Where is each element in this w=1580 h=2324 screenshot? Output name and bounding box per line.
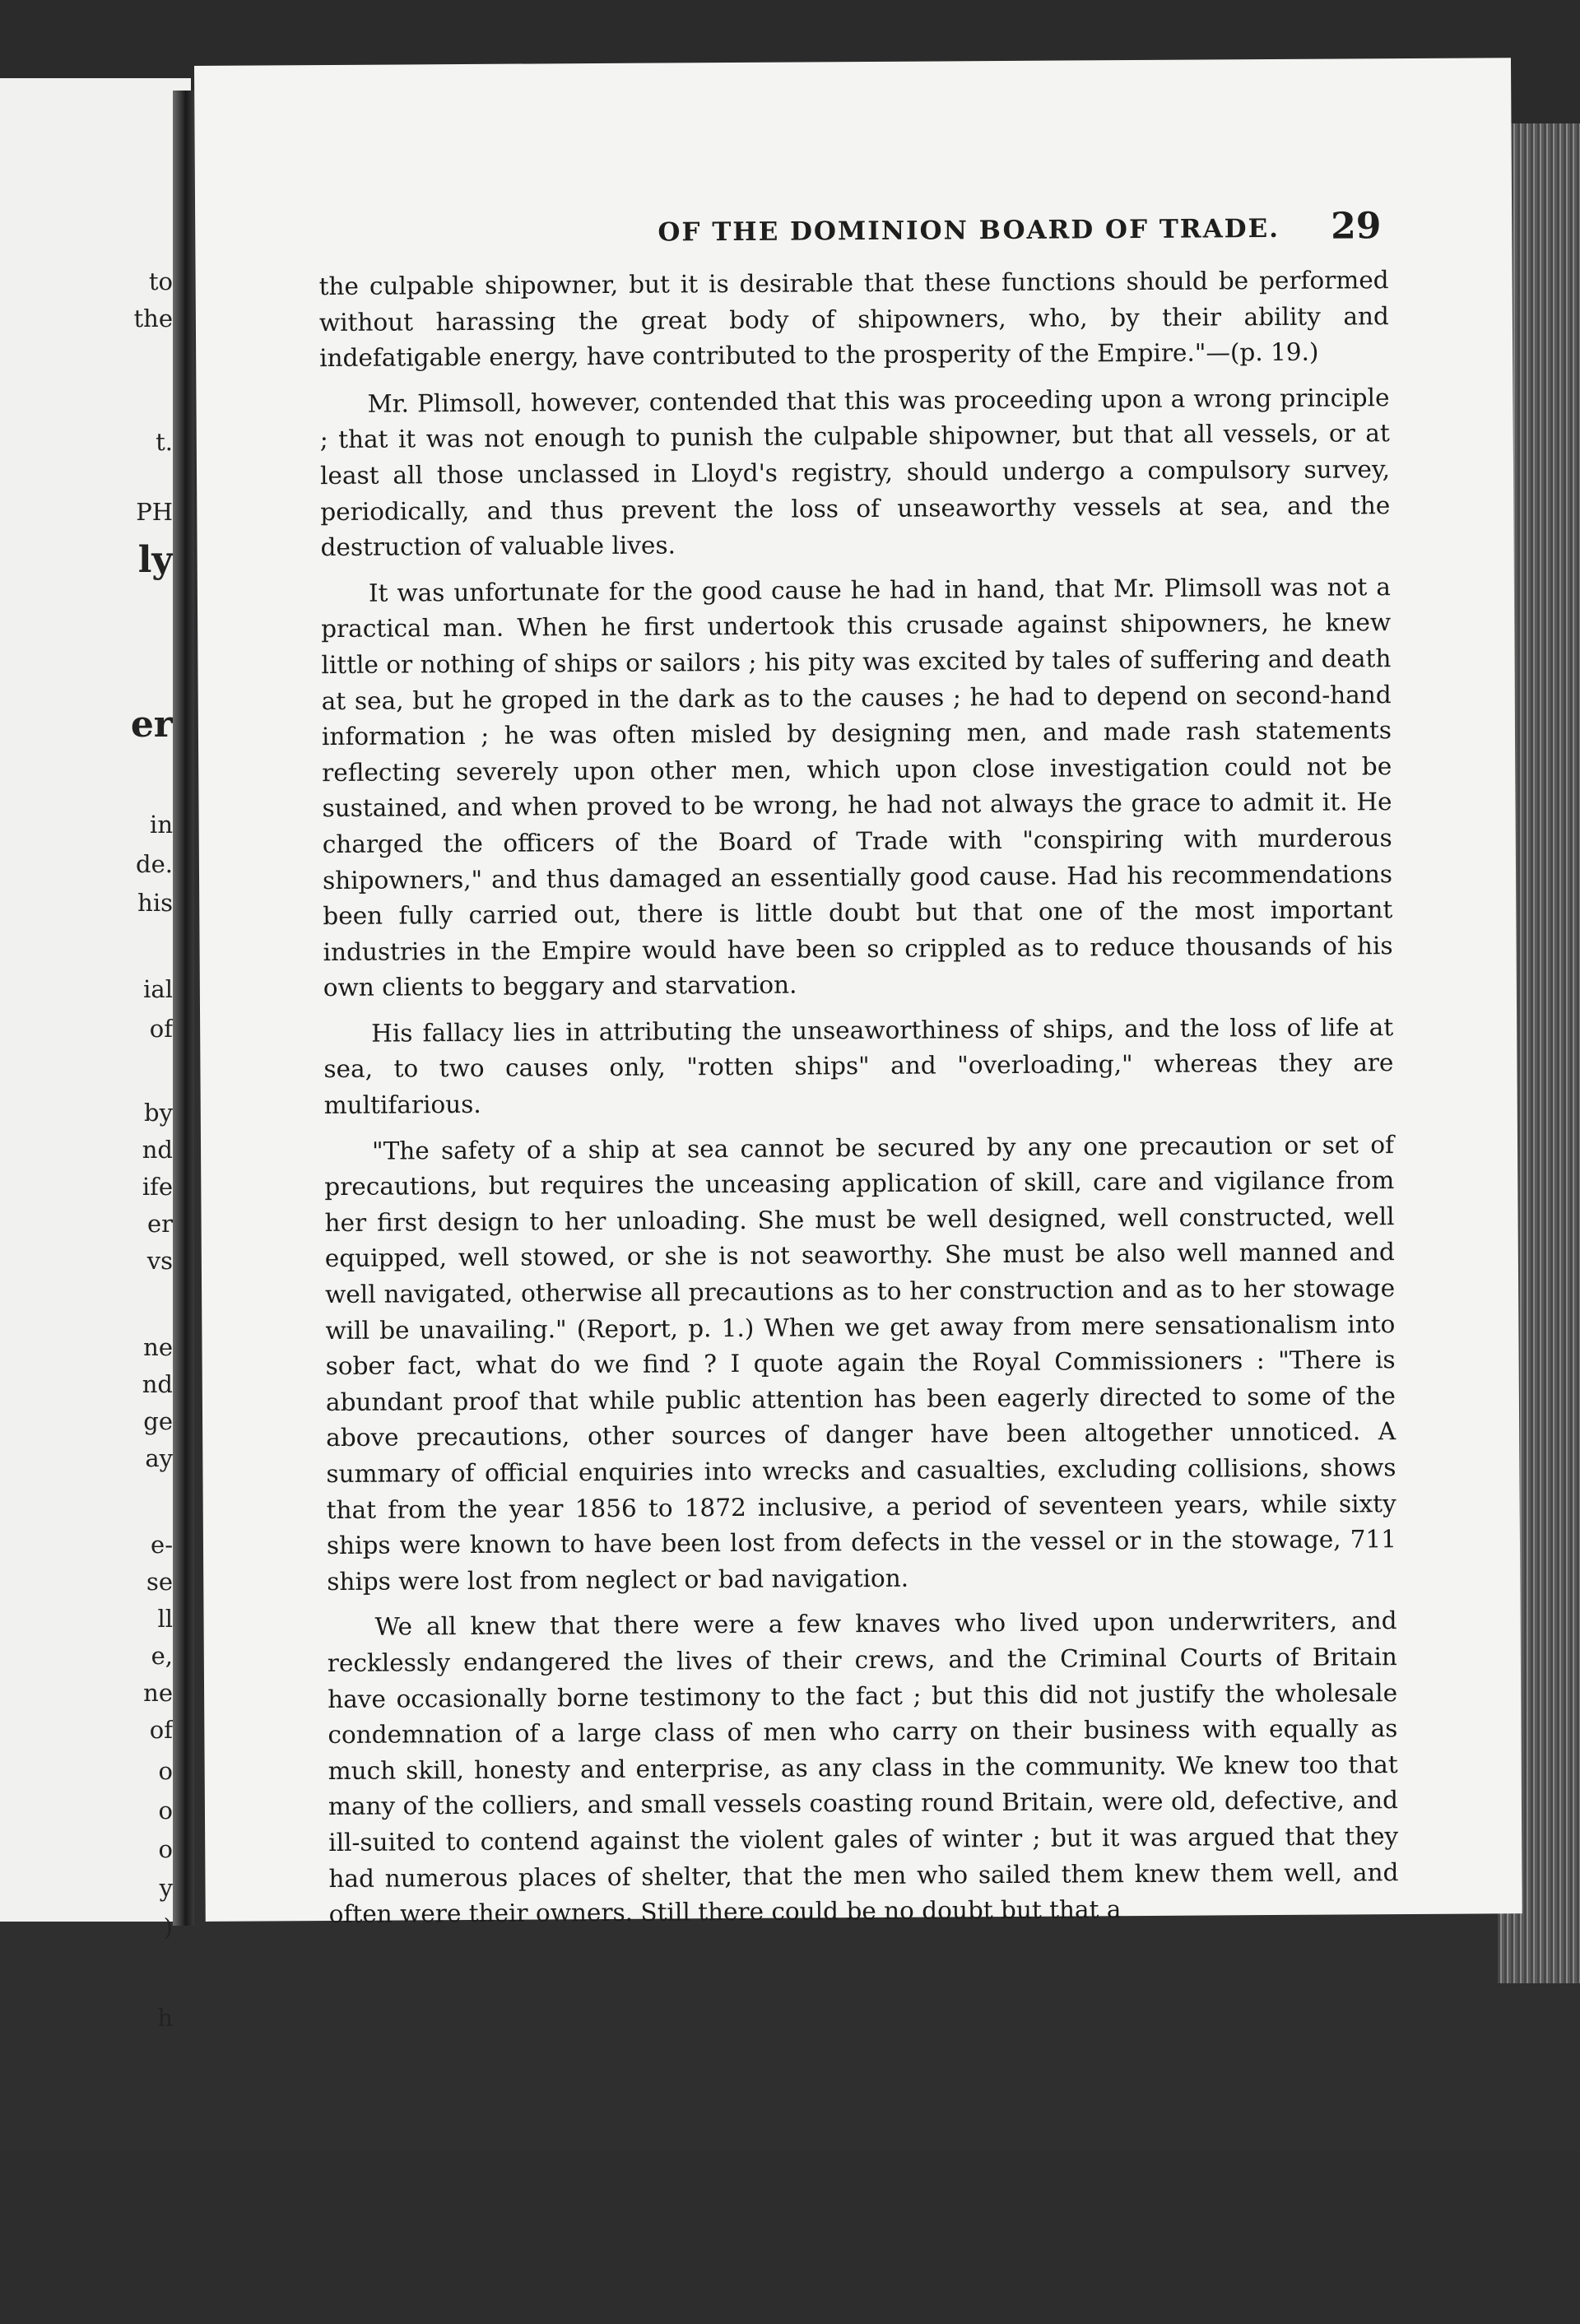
left-fragment: o — [158, 1796, 173, 1824]
left-fragment: de. — [136, 850, 173, 878]
left-fragment: of — [149, 1716, 173, 1744]
left-fragment: ne — [143, 1333, 173, 1361]
left-fragment: of — [149, 1015, 173, 1043]
paragraph: "The safety of a ship at sea cannot be secured by any one precaution or set of precautions, but requires the unceasing application of skill, care and vigilance from her first design to her unloading. She must be well designed, well constructed, well equipped, well stowed, or she is not seaworthy. She must be also well manned and well navigated, otherwise all precautions as to her construction and as to her stowage will be unavailing." (Report, p. 1.) When we get away from mere sensationalism into sober fact, what do we find ? I quote again the Royal Commissioners : "There is abundant proof that while public attention has been eagerly directed to some of the above precautions, other sources of danger have been altogether unnoticed. A summary of official enquiries into wrecks and casualties, excluding collisions, shows that from the year 1856 to 1872 inclusive, a period of seventeen years, while sixty ships were known to have been lost from defects in the vessel or in the stowage, 711 ships were lost from neglect or bad navigation. — [324, 1130, 1397, 1596]
left-fragment: er — [146, 1210, 173, 1238]
left-fragment: y — [159, 1874, 173, 1902]
left-fragment: t. — [156, 428, 173, 456]
body-text — [319, 263, 1399, 1943]
left-fragment: h — [157, 2004, 173, 2032]
left-fragment: se — [146, 1568, 173, 1596]
paragraph: His fallacy lies in attributing the unseaworthiness of ships, and the loss of life at sea, to two causes only, "rotten ships" and "overloading," whereas they are multifarious. — [323, 1012, 1394, 1120]
paragraph: Mr. Plimsoll, however, contended that this was proceeding upon a wrong principle ; that it was not enough to punish the culpable shipowner, but that all vessels, or at least all those unclassed in Lloyd's registry, should undergo a compulsory survey, periodically, and thus prevent the loss of unseaworthy vessels at sea, and the destruction of valuable lives. — [319, 383, 1391, 562]
page-number: 29 — [1331, 205, 1382, 248]
left-fragment: ial — [143, 975, 173, 1003]
left-fragment: ) — [163, 1913, 173, 1941]
paragraph: It was unfortunate for the good cause he had in hand, that Mr. Plimsoll was not a practical man. When he first undertook this crusade against shipowners, he knew little or nothing of ships or sailors ; his pity was excited by tales of suffering and death at sea, but he groped in the dark as to the causes ; he had to depend on second-hand information ; he was often misled by designing men, and made rash statements reflecting severely upon other men, which upon close investigation could not be sustained, and when proved to be wrong, he had not always the grace to admit it. He charged the officers of the Board of Trade with "conspiring with murderous shipowners," and thus damaged an essentially good cause. Had his recommendations been fully carried out, there is little doubt but that one of the most important industries in the Empire would have been so crippled as to reduce thousands of his own clients to beggary and starvation. — [321, 572, 1393, 1002]
left-fragment: the — [133, 304, 173, 332]
left-fragment: er — [130, 704, 173, 746]
scan-background-bottom — [0, 2151, 1580, 2324]
left-fragment: nd — [142, 1370, 173, 1398]
running-head: OF THE DOMINION BOARD OF TRADE. — [658, 213, 1280, 248]
left-fragment: ly — [137, 539, 173, 581]
left-fragment: ne — [143, 1679, 173, 1707]
left-fragment: ay — [145, 1444, 173, 1472]
left-fragment: vs — [146, 1247, 173, 1275]
left-fragment: by — [144, 1099, 173, 1127]
left-fragment: o — [158, 1757, 173, 1785]
left-fragment: his — [137, 889, 173, 917]
paragraph: We all knew that there were a few knaves who lived upon underwriters, and recklessly endangered the lives of their crews, and the Criminal Courts of Britain have occasionally borne testimony to the fact ; but this did not justify the wholesale condemnation of a large class of men who carry on their business with equally as much skill, honesty and enterprise, as any class in the community. We knew too that many of the colliers, and small vessels coasting round Britain, were old, defective, and ill-suited to contend against the violent gales of winter ; but it was argued that they had numerous places of shelter, that the men who sailed them knew them well, and often were their owners. Still there could be no doubt but that a — [327, 1606, 1399, 1929]
book-page — [194, 58, 1522, 1929]
left-fragment: e, — [151, 1642, 173, 1670]
paragraph: the culpable shipowner, but it is desirable that these functions should be performed without harassing the great body of shipowners, who, by their ability and indefatigable energy, have contributed to the prosperity of the Empire."—(p. 19.) — [318, 266, 1389, 373]
left-fragment: ll — [157, 1605, 173, 1633]
previous-page-fragment — [0, 78, 191, 2032]
left-fragment: ge — [143, 1407, 173, 1435]
book-gutter — [173, 91, 194, 1926]
left-fragment: nd — [142, 1136, 173, 1164]
left-fragment: o — [158, 1835, 173, 1863]
left-fragment: e- — [151, 1531, 173, 1559]
left-fragment: to — [148, 267, 173, 295]
left-fragment: PH — [136, 498, 173, 526]
left-fragment: in — [150, 811, 173, 839]
left-fragment: ife — [142, 1173, 173, 1201]
